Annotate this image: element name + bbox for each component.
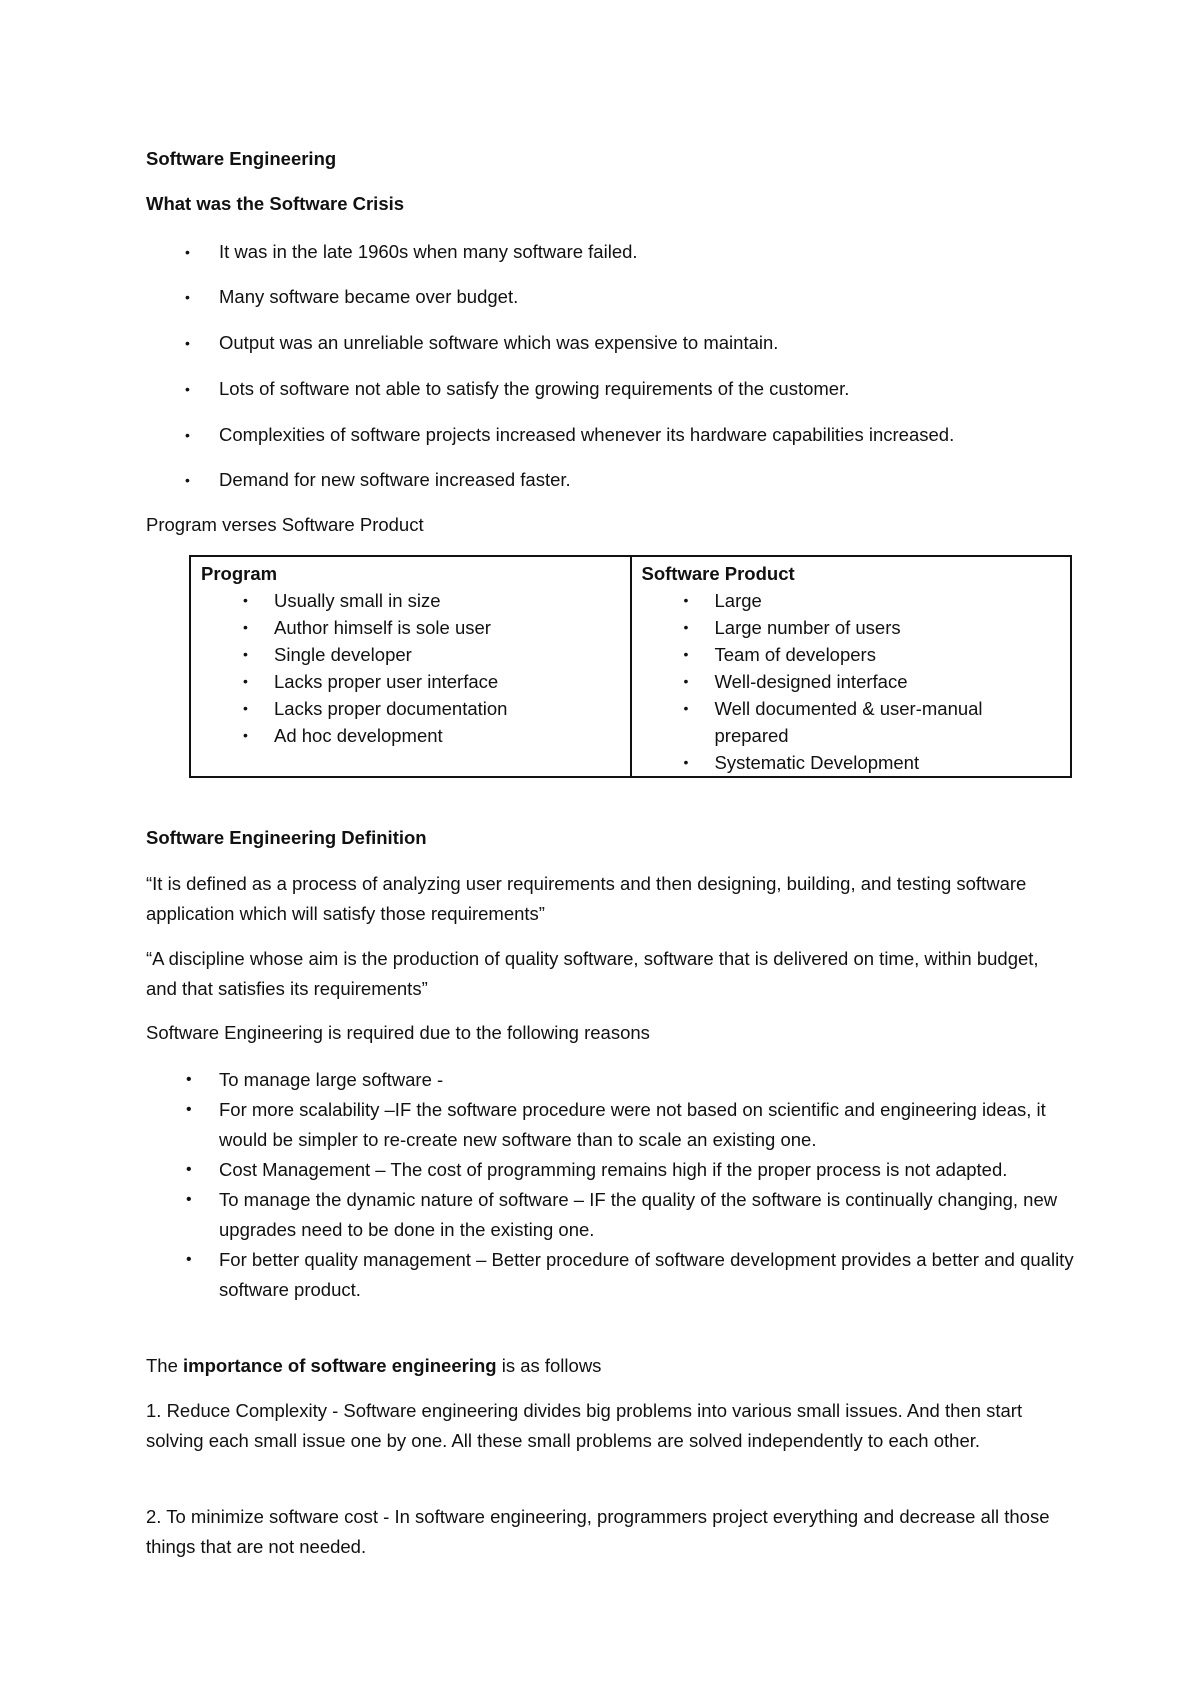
list-item <box>201 722 622 749</box>
comparison-table <box>189 555 1072 778</box>
table-row <box>190 556 1071 777</box>
bullet-icon: • <box>185 335 190 351</box>
list-item-text: Lots of software not able to satisfy the growing requirements of the customer. <box>219 378 850 399</box>
list-item-text: Complexities of software projects increased whenever its hardware capabilities increased. <box>219 424 955 445</box>
list-item <box>146 1065 1076 1095</box>
bullet-icon: • <box>243 646 248 662</box>
bullet-icon: • <box>243 700 248 716</box>
bullet-icon: • <box>683 619 689 635</box>
list-item-text: For better quality management – Better procedure of software development provides a better and quality software product. <box>219 1249 1074 1300</box>
bullet-icon: • <box>243 727 248 743</box>
importance-point-2: 2. To minimize software cost - In software engineering, programmers project everything and decrease all those things that are not needed. <box>146 1506 1050 1557</box>
software-product-column <box>631 556 1072 777</box>
reasons-list <box>146 1065 1076 1305</box>
bullet-icon: • <box>186 1101 192 1118</box>
bullet-icon: • <box>186 1071 192 1088</box>
crisis-heading: What was the Software Crisis <box>146 193 405 214</box>
list-item <box>642 587 1063 614</box>
list-item <box>642 614 1063 641</box>
list-item-text: Author himself is sole user <box>274 617 491 638</box>
bullet-icon: • <box>186 1251 192 1268</box>
list-item <box>146 1185 1076 1245</box>
list-item-text: Large number of users <box>714 617 901 638</box>
list-item <box>146 1245 1076 1305</box>
list-item-text: Output was an unreliable software which was expensive to maintain. <box>219 332 779 353</box>
list-item-text: Demand for new software increased faster. <box>219 469 571 490</box>
bullet-icon: • <box>683 700 689 716</box>
list-item-text: Usually small in size <box>274 590 441 611</box>
list-item <box>642 668 1063 695</box>
bullet-icon: • <box>185 244 190 260</box>
bullet-icon: • <box>683 646 689 662</box>
list-item-text: Cost Management – The cost of programming remains high if the proper process is not adapted. <box>219 1159 1008 1180</box>
software-product-column-header: Software Product <box>641 563 795 584</box>
list-item-text: Large <box>714 590 762 611</box>
list-item <box>146 1155 1076 1185</box>
bullet-icon: • <box>683 754 689 770</box>
program-column <box>190 556 631 777</box>
list-item-text: Lacks proper documentation <box>274 698 508 719</box>
list-item-text: Ad hoc development <box>274 725 443 746</box>
bullet-icon: • <box>243 592 248 608</box>
list-item-text: Team of developers <box>714 644 876 665</box>
bullet-icon: • <box>186 1191 192 1208</box>
definition-quote-2: “A discipline whose aim is the production of quality software, software that is delivered on time, within budget, and that satisfies its requirements” <box>146 948 1039 999</box>
bullet-icon: • <box>683 673 689 689</box>
importance-bold: importance of software engineering <box>183 1355 497 1376</box>
list-item-text: Well-designed interface <box>714 671 908 692</box>
list-item-text: It was in the late 1960s when many software failed. <box>219 241 638 262</box>
list-item-text: Well documented & user-manual prepared <box>714 698 983 746</box>
importance-suffix: is as follows <box>496 1355 602 1376</box>
list-item <box>201 614 622 641</box>
bullet-icon: • <box>243 673 248 689</box>
list-item-text: Many software became over budget. <box>219 286 519 307</box>
bullet-icon: • <box>185 289 190 305</box>
importance-heading <box>146 1354 601 1378</box>
list-item <box>642 641 1063 668</box>
list-item-text: For more scalability –IF the software procedure were not based on scientific and engineering ideas, it would be simpler to re-create new software than to scale an existing one. <box>219 1099 1046 1150</box>
bullet-icon: • <box>683 592 689 608</box>
list-item <box>201 587 622 614</box>
program-column-header: Program <box>201 563 278 584</box>
list-item-text: To manage large software - <box>219 1069 444 1090</box>
list-item <box>201 668 622 695</box>
program-vs-heading: Program verses Software Product <box>146 514 424 535</box>
required-intro: Software Engineering is required due to the following reasons <box>146 1022 650 1043</box>
bullet-icon: • <box>243 619 248 635</box>
definition-heading: Software Engineering Definition <box>146 827 427 848</box>
list-item <box>642 749 1063 776</box>
list-item <box>146 1095 1076 1155</box>
list-item <box>642 695 1015 749</box>
list-item <box>201 641 622 668</box>
list-item-text: Single developer <box>274 644 412 665</box>
list-item-text: Lacks proper user interface <box>274 671 499 692</box>
program-list <box>201 587 622 749</box>
list-item <box>201 695 622 722</box>
bullet-icon: • <box>186 1161 192 1178</box>
importance-point-1: 1. Reduce Complexity - Software engineering divides big problems into various small issues. And then start solving each small issue one by one. All these small problems are solved independently to each other. <box>146 1400 1023 1451</box>
importance-prefix: The <box>146 1355 184 1376</box>
bullet-icon: • <box>185 427 190 443</box>
list-item-text: To manage the dynamic nature of software – IF the quality of the software is continually changing, new upgrades need to be done in the existing one. <box>219 1189 1058 1240</box>
list-item-text: Systematic Development <box>714 752 920 773</box>
definition-quote-1: “It is defined as a process of analyzing user requirements and then designing, building, and testing software application which will satisfy those requirements” <box>146 873 1027 924</box>
software-product-list <box>642 587 1063 776</box>
bullet-icon: • <box>185 472 190 488</box>
bullet-icon: • <box>185 381 190 397</box>
document-title: Software Engineering <box>146 148 337 169</box>
